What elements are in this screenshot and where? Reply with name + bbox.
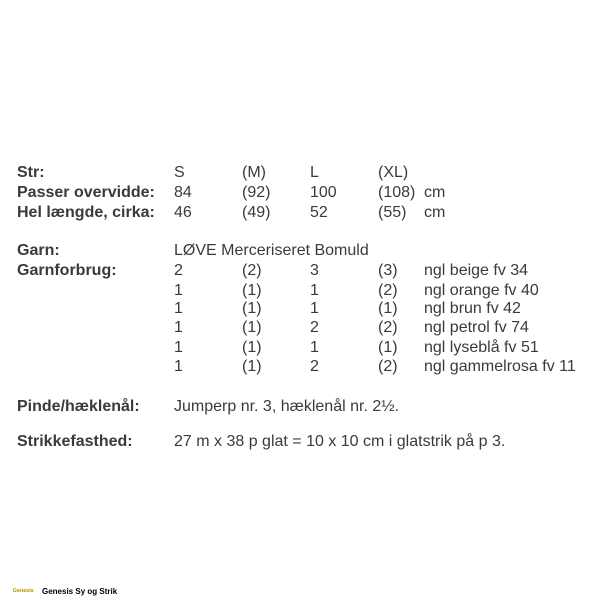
garnforbrug-row-1-xl: (3) bbox=[378, 262, 398, 279]
overvidde-xl: (108) bbox=[378, 184, 416, 201]
laengde-s: 46 bbox=[174, 204, 192, 221]
overvidde-s: 84 bbox=[174, 184, 192, 201]
garnforbrug-row-3-s: 1 bbox=[174, 300, 183, 317]
pinde-value: Jumperp nr. 3, hæklenål nr. 2½. bbox=[174, 398, 400, 415]
garnforbrug-row-5-desc: ngl lyseblå fv 51 bbox=[424, 339, 539, 356]
garnforbrug-row-1-m: (2) bbox=[242, 262, 262, 279]
genesis-logo-icon: Genesis bbox=[12, 588, 34, 594]
garnforbrug-row-3-l: 1 bbox=[310, 300, 319, 317]
overvidde-l: 100 bbox=[310, 184, 337, 201]
garnforbrug-row-6-desc: ngl gammelrosa fv 11 bbox=[424, 358, 576, 375]
label-pinde: Pinde/hæklenål: bbox=[17, 398, 140, 415]
laengde-unit: cm bbox=[424, 204, 446, 221]
garnforbrug-row-5-xl: (1) bbox=[378, 339, 398, 356]
size-s: S bbox=[174, 164, 185, 181]
garnforbrug-row-1-desc: ngl beige fv 34 bbox=[424, 262, 529, 279]
garnforbrug-row-6-xl: (2) bbox=[378, 358, 398, 375]
garnforbrug-row-3-m: (1) bbox=[242, 300, 262, 317]
garnforbrug-row-2-xl: (2) bbox=[378, 282, 398, 299]
laengde-xl: (55) bbox=[378, 204, 407, 221]
garnforbrug-row-6-m: (1) bbox=[242, 358, 262, 375]
garnforbrug-row-5-l: 1 bbox=[310, 339, 319, 356]
label-garnforbrug: Garnforbrug: bbox=[17, 262, 117, 279]
garnforbrug-row-2-s: 1 bbox=[174, 282, 183, 299]
garnforbrug-row-6-l: 2 bbox=[310, 358, 319, 375]
laengde-l: 52 bbox=[310, 204, 328, 221]
size-xl: (XL) bbox=[378, 164, 409, 181]
garnforbrug-row-4-m: (1) bbox=[242, 319, 262, 336]
garnforbrug-row-1-s: 2 bbox=[174, 262, 183, 279]
garn-value: LØVE Merceriseret Bomuld bbox=[174, 242, 369, 259]
garnforbrug-row-3-desc: ngl brun fv 42 bbox=[424, 300, 521, 317]
garnforbrug-row-4-desc: ngl petrol fv 74 bbox=[424, 319, 529, 336]
label-strikkefasthed: Strikkefasthed: bbox=[17, 433, 133, 450]
garnforbrug-row-4-l: 2 bbox=[310, 319, 319, 336]
garnforbrug-row-2-desc: ngl orange fv 40 bbox=[424, 282, 539, 299]
label-passer-overvidde: Passer overvidde: bbox=[17, 184, 155, 201]
size-m: (M) bbox=[242, 164, 266, 181]
footer bbox=[10, 586, 117, 596]
label-str: Str: bbox=[17, 164, 45, 181]
garnforbrug-row-6-s: 1 bbox=[174, 358, 183, 375]
garnforbrug-row-2-l: 1 bbox=[310, 282, 319, 299]
garnforbrug-row-5-m: (1) bbox=[242, 339, 262, 356]
garnforbrug-row-4-s: 1 bbox=[174, 319, 183, 336]
garnforbrug-row-4-xl: (2) bbox=[378, 319, 398, 336]
label-hel-laengde: Hel længde, cirka: bbox=[17, 204, 155, 221]
strikkefasthed-value: 27 m x 38 p glat = 10 x 10 cm i glatstrik på p 3. bbox=[174, 433, 506, 450]
garnforbrug-row-3-xl: (1) bbox=[378, 300, 398, 317]
overvidde-m: (92) bbox=[242, 184, 271, 201]
garnforbrug-row-1-l: 3 bbox=[310, 262, 319, 279]
size-l: L bbox=[310, 164, 319, 181]
laengde-m: (49) bbox=[242, 204, 271, 221]
garnforbrug-row-2-m: (1) bbox=[242, 282, 262, 299]
footer-brand: Genesis Sy og Strik bbox=[42, 586, 118, 596]
overvidde-unit: cm bbox=[424, 184, 446, 201]
garnforbrug-row-5-s: 1 bbox=[174, 339, 183, 356]
label-garn: Garn: bbox=[17, 242, 60, 259]
